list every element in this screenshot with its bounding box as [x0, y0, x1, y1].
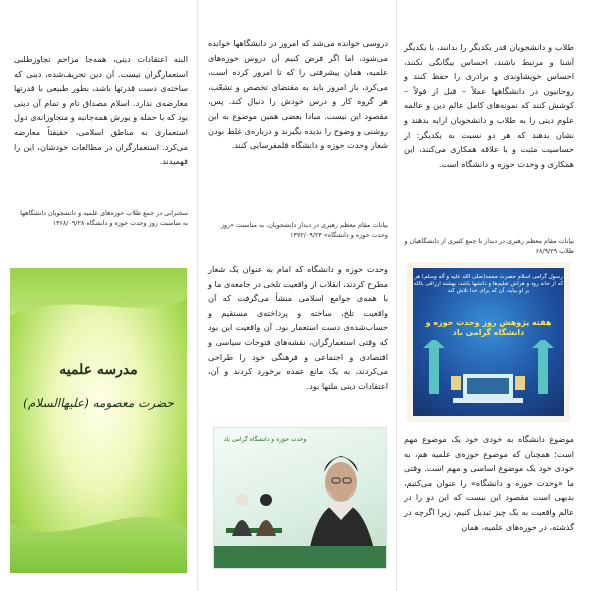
middle-paragraph-top: دروسی خوانده می‌شد که امروز در دانشگاهها خوانده می‌شود، اما اگر فرض کنیم آن دروس حوزه‌های علمیه، همان پیشرفتی را که تا امروز کرده است، می‌کرد، باز امروز باید به مقتضای تخصص و تشعّب، هر گروه کار و درس خودش را دنبال کند. پس، مقصود این نیست. مبادا بعضی همین موضوع به این روشنی و وضوح را ندیده بگیرند و درباره‌ی غلط بودن شعار وحدت حوزه و دانشگاه قلمفرسایی کنند. [208, 38, 388, 151]
panel-divider-left [197, 0, 198, 591]
left-paragraph: البته اعتقادات دینی، همه‌جا مزاحم تجاوزطلبی استعمارگران نیست. آن دین تحریف‌شده، دینی که ساخته‌ی دست قدرتها باشد، بطور طبیعی با قدرتها معارضه‌ی ندارد. اسلام مصداق تام و تمام آن دینی بود که با حمله و یورش همه‌جانبه و متجاوزانه‌ی دول استعماری به مناطق اسلامی، حقیقتاً معارضه می‌کرد. استعمارگران در مطالعات خودشان، این را فهمیدند. [14, 54, 188, 167]
poster-header: رسول گرامی اسلام حضرت محمد(صلی الله علیه و آله وسلم) هر که از خانه رود و هراش تعلیم‌ها و دانشها باشد، بهشته ارزاقی بالله بر او بیاید، آن که برای خدا تلاش کند [413, 274, 564, 294]
leader-photo [213, 427, 387, 569]
right-paragraph-bottom: موضوع دانشگاه به خودی خود یک موضوع مهم است؛ همچنان که موضوع حوزه‌ی علمیه هم، به خودی خود یک موضوع اساسی و مهم است. وقتی ما «وحدت حوزه و دانشگاه» را عنوان می‌کنیم، بدیهی است مقصود این نیست که این دو را در عالم واقعیت به یک چیز تبدیل کنیم، زیرا اگرچه در گذشته، در حوزه‌های علمیه، همان [404, 434, 574, 532]
left-source: سخنرانی در جمع طلاب حوزه‌های علمیه و دانشجویان دانشگاهها به مناسبت روز وحدت حوزه و دانشگاه ۱۳۶۸/۰۹/۲۸ [20, 209, 188, 227]
photo-caption: وحدت حوزه و دانشگاه گرامی باد [223, 436, 307, 443]
scholars-figure [224, 486, 284, 548]
research-week-poster [407, 262, 570, 422]
card-title-school: مدرسه علمیه [59, 362, 138, 378]
middle-source: بیانات مقام معظم رهبری در دیدار دانشجویان، به مناسبت «روز وحدت حوزه و دانشگاه» ۱۳۷۲/۰۹/۲۴ [220, 221, 388, 239]
poster-title: هفته پژوهش روز وحدت حوزه و دانشگاه گرامی باد [425, 318, 552, 337]
panel-divider-right [396, 0, 397, 591]
poster-illustration [423, 340, 554, 410]
middle-paragraph-bottom: وحدت حوزه و دانشگاه که امام به عنوان یک شعار مطرح کردند، انقلاب از واقعیت تلخی در جامعه‌ی ما و با همه‌ی جوامع اسلامی منشأ می‌گرفت که آن واقعیت تلخ، ساخته و پرداخته‌ی مستقیم و حساب‌شده‌ی دست استعمار بود. آن واقعیت این بود که وقتی استعمارگران، نقشه‌های فتوحات سیاسی و اقتصادی و اجتماعی و فرهنگی خود را طراحی می‌کردند، به یک مانع عمده برخورد کردند و آن، اعتقادات دینی ملتها بود. [208, 264, 388, 391]
right-paragraph-top: طلاب و دانشجویان قدر یکدیگر را بدانند، با یکدیگر آشنا و مرتبط باشند، احساس بیگانگی نکنند، احساس خویشاوندی و برادری را حفظ کنند و روحانیون در دانشگاهها عملاً – قبل از قولاً – کوشش کنند که نمونه‌های کامل عالم دین و عالمه علوم دینی را به طلاب و دانشجویان ارایه بدهند و نشان بدهند که هر دو نسبت به یکدیگر: از حساسیت مثبت و با علاقه همکاری می‌کنند، این همکاری و وحدت حوزه و دانشگاه است. [404, 42, 574, 169]
school-title-card [10, 268, 187, 573]
right-source: بیانات مقام معظم رهبری در دیدار با جمع کثیری از دانشگاهیان و طلاب ۶۸/۹/۲۹ [404, 237, 574, 255]
card-title-masoumeh: حضرت معصومه (علیهاالسلام) [23, 396, 174, 410]
